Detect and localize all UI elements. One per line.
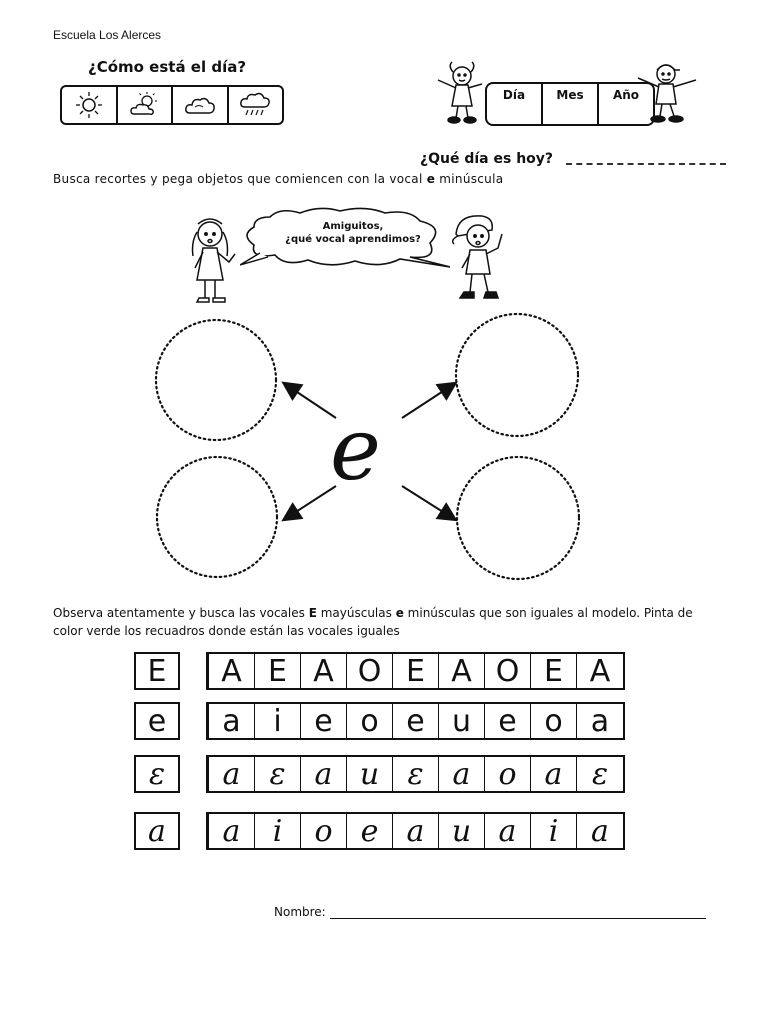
row3-cell[interactable]: ε <box>591 756 609 792</box>
date-day-field[interactable]: Día <box>487 84 543 124</box>
speech-bubble-text <box>278 220 428 246</box>
row4-cell[interactable]: e <box>347 814 393 848</box>
row2-cell[interactable]: e <box>301 704 347 738</box>
row1-cell[interactable]: O <box>485 654 531 688</box>
row2-cell[interactable]: o <box>531 704 577 738</box>
row2-cell[interactable]: u <box>439 704 485 738</box>
arrow-top-right <box>402 386 451 418</box>
sun-cloud-icon <box>128 90 160 120</box>
name-input-line[interactable] <box>330 918 706 919</box>
activity2-lower-letter: e <box>395 606 404 620</box>
row4-cells <box>206 812 625 850</box>
activity2-upper-letter: E <box>308 606 317 620</box>
weather-cell-rain[interactable] <box>229 87 283 123</box>
row3-cell[interactable]: a <box>531 757 577 791</box>
vowel-row-3 <box>134 755 625 793</box>
row1-cell[interactable]: E <box>393 654 439 688</box>
date-box <box>485 82 655 126</box>
row3-cell[interactable]: ε <box>393 757 439 791</box>
row3-model: ε <box>134 755 180 793</box>
row4-cell[interactable]: i <box>531 814 577 848</box>
girl-speaking-icon <box>183 212 239 312</box>
row4-cell[interactable]: a <box>393 814 439 848</box>
row2-cell[interactable]: e <box>393 704 439 738</box>
arrow-top-left <box>288 386 336 418</box>
circle-top-right[interactable] <box>456 314 578 436</box>
activity1-instruction-prefix: Busca recortes y pega objetos que comiencen con la vocal <box>53 172 423 186</box>
row4-cell[interactable]: a <box>485 814 531 848</box>
row2-model: e <box>134 702 180 740</box>
weather-cell-cloud[interactable] <box>173 87 229 123</box>
vowel-row-1 <box>134 652 625 690</box>
arrow-bottom-left <box>288 486 336 517</box>
row4-model: a <box>134 812 180 850</box>
cloud-icon <box>183 92 217 118</box>
activity1-instruction <box>53 172 503 186</box>
row2-cells <box>206 702 625 740</box>
activity1-instruction-letter: e <box>426 172 436 186</box>
activity2-instruction <box>53 604 713 640</box>
circle-bottom-right[interactable] <box>457 457 579 579</box>
row4-cell[interactable]: a <box>591 813 609 849</box>
row2-cell[interactable]: a <box>209 704 255 738</box>
row1-cell[interactable]: A <box>209 654 255 688</box>
row2-cell[interactable]: e <box>485 704 531 738</box>
date-answer-line[interactable] <box>566 163 726 165</box>
row3-cell[interactable]: a <box>439 757 485 791</box>
row3-cell[interactable]: a <box>301 757 347 791</box>
row4-cell[interactable]: a <box>209 814 255 848</box>
activity2-instruction-part3: minúsculas que son iguales al modelo. Pinta de color verde los recuadros donde están las vocales iguales <box>53 606 693 638</box>
weather-title: ¿Cómo está el día? <box>88 58 247 76</box>
activity2-instruction-part2: mayúsculas <box>320 606 392 620</box>
row1-cells <box>206 652 625 690</box>
date-question: ¿Qué día es hoy? <box>420 151 554 167</box>
date-month-field[interactable]: Mes <box>543 84 599 124</box>
row3-cell[interactable]: u <box>347 757 393 791</box>
row1-cell[interactable]: A <box>439 654 485 688</box>
activity1-instruction-suffix: minúscula <box>439 172 504 186</box>
weather-box <box>60 85 284 125</box>
circle-top-left[interactable] <box>156 320 276 440</box>
row4-cell[interactable]: u <box>439 814 485 848</box>
sun-icon <box>74 90 104 120</box>
row1-cell[interactable]: E <box>255 654 301 688</box>
speech-line-2: ¿qué vocal aprendimos? <box>285 234 421 245</box>
row1-cell[interactable]: E <box>531 654 577 688</box>
row3-cells <box>206 755 625 793</box>
row4-cell[interactable]: o <box>301 814 347 848</box>
row2-cell[interactable]: a <box>590 703 610 739</box>
activity2-instruction-part1: Observa atentamente y busca las vocales <box>53 606 305 620</box>
circle-bottom-left[interactable] <box>157 457 277 577</box>
row3-cell[interactable]: o <box>485 757 531 791</box>
row1-cell[interactable]: A <box>589 653 611 689</box>
weather-cell-sun[interactable] <box>62 87 118 123</box>
arrow-bottom-right <box>402 486 451 517</box>
vowel-row-2 <box>134 702 625 740</box>
row3-cell[interactable]: a <box>209 757 255 791</box>
rain-cloud-icon <box>238 90 272 120</box>
date-year-field[interactable]: Año <box>612 88 640 102</box>
row1-model: E <box>134 652 180 690</box>
speech-line-1: Amiguitos, <box>322 221 384 232</box>
row1-cell[interactable]: A <box>301 654 347 688</box>
boy-pointing-icon <box>448 208 514 308</box>
center-vowel-letter: e <box>330 400 381 500</box>
vowel-row-4 <box>134 812 625 850</box>
row1-cell[interactable]: O <box>347 654 393 688</box>
weather-cell-sun-cloud[interactable] <box>118 87 174 123</box>
school-name: Escuela Los Alerces <box>53 28 162 42</box>
row2-cell[interactable]: o <box>347 704 393 738</box>
row4-cell[interactable]: i <box>255 814 301 848</box>
name-label: Nombre: <box>274 905 326 919</box>
girl-illustration-icon <box>430 58 490 128</box>
row2-cell[interactable]: i <box>255 704 301 738</box>
row3-cell[interactable]: ε <box>255 757 301 791</box>
